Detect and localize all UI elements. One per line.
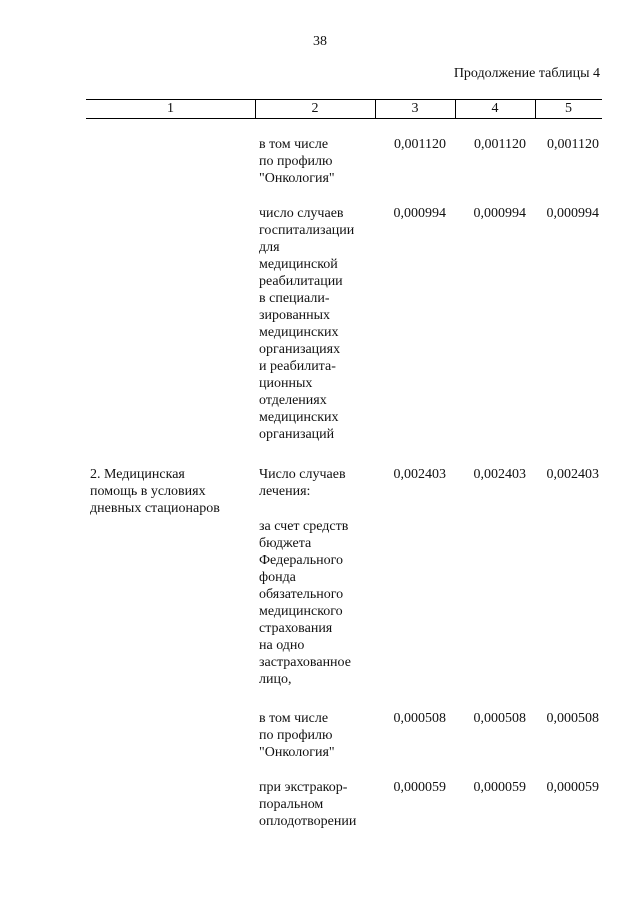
row-value-col-4: 0,002403 (473, 467, 526, 482)
row-indicator-line: по профилю (259, 728, 333, 743)
row-value-col-3: 0,000059 (393, 780, 446, 795)
row-indicator-line: организаций (259, 427, 335, 442)
row-indicator-line: ционных (259, 376, 313, 391)
row-category-line: 2. Медицинская (90, 467, 185, 482)
header-col-5: 5 (565, 101, 572, 116)
header-col-1: 1 (167, 101, 174, 116)
row-indicator-line: на одно (259, 638, 305, 653)
row-value-col-5: 0,002403 (546, 467, 599, 482)
header-col-4: 4 (491, 101, 499, 116)
row-value-col-3: 0,000994 (393, 206, 446, 221)
header-col-2: 2 (311, 101, 319, 116)
row-indicator-line: зированных (259, 308, 331, 323)
row-indicator-line: при экстракор- (259, 780, 348, 795)
row-indicator-line: поральном (259, 797, 324, 812)
row-value-col-5: 0,001120 (547, 137, 599, 152)
row-indicator-line: медицинских (259, 410, 339, 425)
row-value-col-3: 0,002403 (393, 467, 446, 482)
table-caption: Продолжение таблицы 4 (453, 66, 600, 81)
row-value-col-3: 0,001120 (394, 137, 446, 152)
row-indicator-line: Федерального (259, 553, 344, 568)
row-indicator-line: по профилю (259, 154, 333, 169)
row-category-line: помощь в условиях (90, 484, 206, 499)
row-indicator-line: реабилитации (259, 274, 343, 289)
row-value-col-5: 0,000994 (546, 206, 599, 221)
row-indicator-line: за счет средств (259, 519, 349, 534)
row-indicator-line: отделениях (259, 393, 327, 408)
row-indicator-line: лицо, (259, 672, 292, 687)
row-indicator-line: лечения: (259, 484, 311, 499)
row-category-line: дневных стационаров (90, 501, 220, 516)
row-indicator-line: в специали- (259, 291, 330, 306)
row-indicator-line: застрахованное (259, 655, 351, 670)
row-indicator-line: организациях (259, 342, 341, 357)
row-indicator-line: фонда (259, 570, 296, 585)
row-value-col-4: 0,001120 (474, 137, 526, 152)
row-indicator-line: медицинской (259, 257, 338, 272)
row-indicator-line: число случаев (259, 206, 344, 221)
row-indicator-line: медицинских (259, 325, 339, 340)
row-indicator-line: Число случаев (259, 467, 346, 482)
row-indicator-line: в том числе (259, 711, 329, 726)
row-indicator-line: в том числе (259, 137, 329, 152)
row-value-col-3: 0,000508 (393, 711, 446, 726)
row-indicator-line: и реабилита- (259, 359, 336, 374)
row-value-col-4: 0,000059 (473, 780, 526, 795)
row-value-col-5: 0,000059 (546, 780, 599, 795)
row-indicator-line: госпитализации (259, 223, 355, 238)
header-bottom-rule (86, 118, 602, 119)
row-indicator-line: оплодотворении (259, 814, 357, 829)
row-indicator-line: бюджета (259, 536, 312, 551)
row-indicator-line: "Онкология" (259, 171, 335, 186)
row-value-col-4: 0,000994 (473, 206, 526, 221)
row-indicator-line: обязательного (259, 587, 344, 602)
header-col-3: 3 (411, 101, 419, 116)
page-number: 38 (313, 34, 327, 49)
row-value-col-5: 0,000508 (546, 711, 599, 726)
row-indicator-line: "Онкология" (259, 745, 335, 760)
row-indicator-line: для (259, 240, 280, 255)
row-value-col-4: 0,000508 (473, 711, 526, 726)
row-indicator-line: медицинского (259, 604, 343, 619)
row-indicator-line: страхования (259, 621, 333, 636)
